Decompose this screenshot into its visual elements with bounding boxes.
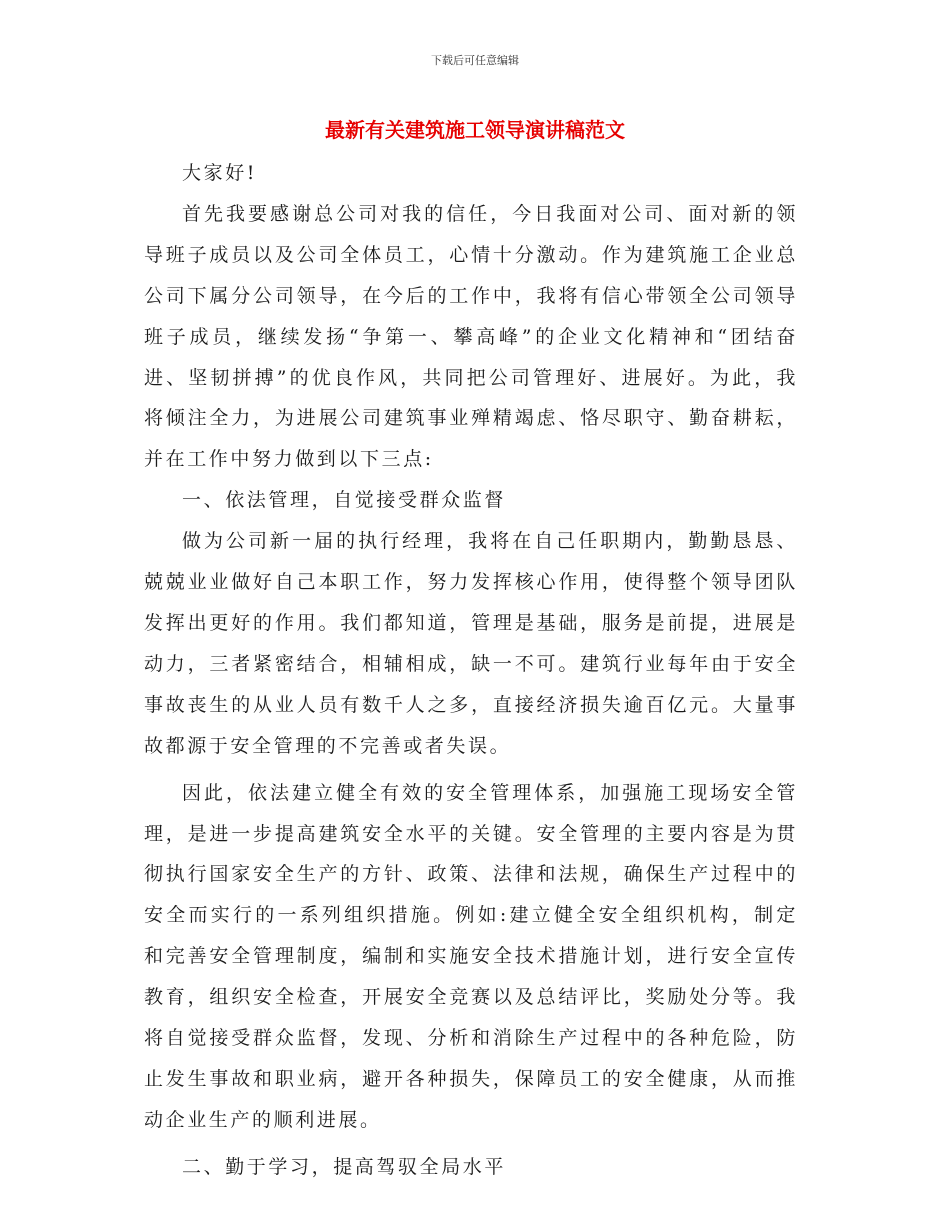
paragraph-section-1b: 因此，依法建立健全有效的安全管理体系，加强施工现场安全管理，是进一步提高建筑安全水平的关键。安全管理的主要内容是为贯彻执行国家安全生产的方针、政策、法律和法规，确保生产过程中的安全而实行的一系列组织措施。例如:建立健全安全组织机构，制定和完善安全管理制度，编制和实施安全技术措施计划，进行安全宣传教育，组织安全检查，开展安全竞赛以及总结评比，奖励处分等。我将自觉接受群众监督，发现、分析和消除生产过程中的各种危险，防止发生事故和职业病，避开各种损失，保障员工的安全健康，从而推动企业生产的顺利进展。 — [144, 781, 798, 1131]
section-heading-1: 一、依法管理，自觉接受群众监督 — [182, 489, 507, 512]
paragraph-greeting: 大家好! — [182, 162, 258, 184]
paragraph-intro: 首先我要感谢总公司对我的信任，今日我面对公司、面对新的领导班子成员以及公司全体员工，心情十分激动。作为建筑施工企业总公司下属分公司领导，在今后的工作中，我将有信心带领全公司领导班子成员，继续发扬“争第一、攀高峰”的企业文化精神和“团结奋进、坚韧拼搏”的优良作风，共同把公司管理好、进展好。为此，我将倾注全力，为进展公司建筑事业殚精竭虑、恪尽职守、勤奋耕耘，并在工作中努力做到以下三点: — [144, 202, 798, 471]
document-body — [144, 153, 798, 1188]
paragraph-section-1a: 做为公司新一届的执行经理，我将在自己任职期内，勤勤恳恳、兢兢业业做好自己本职工作，努力发挥核心作用，使得整个领导团队发挥出更好的作用。我们都知道，管理是基础，服务是前提，进展是动力，三者紧密结合，相辅相成，缺一不可。建筑行业每年由于安全事故丧生的从业人员有数千人之多，直接经济损失逾百亿元。大量事故都源于安全管理的不完善或者失误。 — [144, 530, 798, 757]
section-heading-2: 二、勤于学习，提高驾驭全局水平 — [182, 1155, 507, 1178]
header-note: 下载后可任意编辑 — [431, 54, 519, 67]
document-title: 最新有关建筑施工领导演讲稿范文 — [325, 118, 625, 142]
